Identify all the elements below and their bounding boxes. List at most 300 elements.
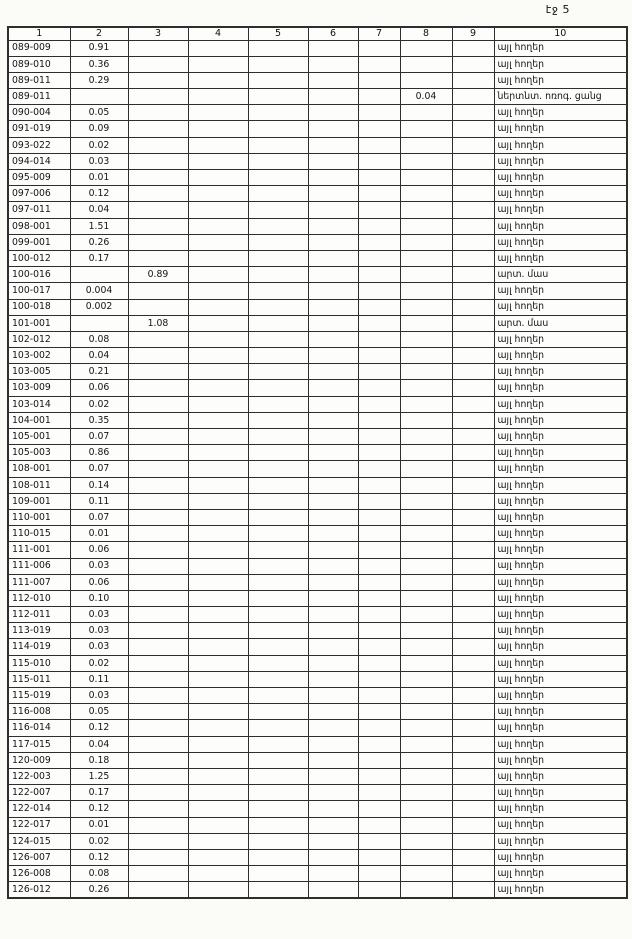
table-cell: [188, 234, 248, 250]
table-cell: [248, 72, 308, 88]
table-cell: [188, 655, 248, 671]
table-cell: [248, 866, 308, 882]
table-cell: [400, 299, 452, 315]
table-row: [8, 445, 627, 461]
table-cell: [308, 56, 358, 72]
table-cell: [452, 121, 494, 137]
table-cell: 0.12: [70, 720, 128, 736]
table-cell: [452, 817, 494, 833]
table-cell: [358, 655, 400, 671]
table-cell: [452, 170, 494, 186]
table-cell: [308, 218, 358, 234]
table-cell: [358, 704, 400, 720]
table-cell: [452, 461, 494, 477]
table-cell: [248, 574, 308, 590]
table-cell: [188, 105, 248, 121]
table-cell: 1.25: [70, 768, 128, 784]
table-cell: 0.01: [70, 170, 128, 186]
table-cell: [452, 202, 494, 218]
table-cell: [248, 785, 308, 801]
table-cell: [128, 380, 188, 396]
table-cell: [248, 461, 308, 477]
table-cell: [358, 882, 400, 898]
table-cell: 0.02: [70, 137, 128, 153]
table-cell: 090-004: [8, 105, 70, 121]
table-row: [8, 671, 627, 687]
table-cell: 0.004: [70, 283, 128, 299]
table-cell: [358, 186, 400, 202]
table-cell: 122-007: [8, 785, 70, 801]
table-cell: [188, 283, 248, 299]
table-cell: [128, 234, 188, 250]
column-header: 8: [400, 27, 452, 40]
table-cell: [452, 688, 494, 704]
table-cell: այլ հողեր: [494, 186, 627, 202]
table-row: [8, 56, 627, 72]
table-cell: 0.02: [70, 396, 128, 412]
table-cell: [128, 461, 188, 477]
table-cell: [308, 704, 358, 720]
table-cell: այլ հողեր: [494, 121, 627, 137]
table-cell: [400, 186, 452, 202]
table-cell: [308, 445, 358, 461]
table-cell: այլ հողեր: [494, 493, 627, 509]
table-cell: [188, 40, 248, 56]
table-cell: [308, 186, 358, 202]
table-row: [8, 89, 627, 105]
table-cell: 0.04: [70, 348, 128, 364]
table-cell: 0.18: [70, 752, 128, 768]
table-cell: [248, 121, 308, 137]
table-cell: 120-009: [8, 752, 70, 768]
table-cell: 0.02: [70, 655, 128, 671]
table-cell: [400, 752, 452, 768]
table-cell: [400, 509, 452, 525]
table-cell: 0.03: [70, 607, 128, 623]
table-cell: այլ հողեր: [494, 396, 627, 412]
table-cell: 0.07: [70, 509, 128, 525]
page-number: էջ 5: [545, 3, 570, 16]
table-cell: [308, 89, 358, 105]
table-cell: [308, 639, 358, 655]
table-cell: ներտնտ. ոռոգ. ցանց: [494, 89, 627, 105]
table-cell: [308, 590, 358, 606]
table-cell: [248, 153, 308, 169]
table-cell: [452, 639, 494, 655]
table-cell: 0.07: [70, 461, 128, 477]
table-cell: 105-003: [8, 445, 70, 461]
table-cell: [188, 688, 248, 704]
table-cell: [308, 801, 358, 817]
table-cell: [400, 720, 452, 736]
table-cell: այլ հողեր: [494, 364, 627, 380]
table-cell: 0.01: [70, 526, 128, 542]
table-cell: 0.05: [70, 704, 128, 720]
table-cell: [358, 364, 400, 380]
table-cell: [188, 720, 248, 736]
table-cell: [128, 542, 188, 558]
table-cell: [400, 688, 452, 704]
table-cell: այլ հողեր: [494, 752, 627, 768]
table-cell: [188, 170, 248, 186]
table-cell: [188, 785, 248, 801]
table-cell: [188, 623, 248, 639]
table-cell: [128, 671, 188, 687]
table-cell: [248, 396, 308, 412]
table-cell: [400, 412, 452, 428]
table-row: [8, 882, 627, 898]
table-cell: [188, 558, 248, 574]
table-cell: [128, 186, 188, 202]
table-cell: [452, 380, 494, 396]
table-cell: [452, 218, 494, 234]
table-row: [8, 833, 627, 849]
table-cell: [188, 348, 248, 364]
table-cell: այլ հողեր: [494, 234, 627, 250]
table-cell: [358, 639, 400, 655]
column-header: 7: [358, 27, 400, 40]
table-cell: [452, 348, 494, 364]
table-cell: [248, 331, 308, 347]
table-cell: [128, 558, 188, 574]
table-cell: [248, 89, 308, 105]
table-row: [8, 623, 627, 639]
table-cell: 097-011: [8, 202, 70, 218]
table-cell: [248, 218, 308, 234]
column-header: 4: [188, 27, 248, 40]
table-cell: [400, 331, 452, 347]
table-cell: այլ հողեր: [494, 429, 627, 445]
table-cell: [400, 655, 452, 671]
table-cell: [308, 461, 358, 477]
table-cell: [308, 283, 358, 299]
table-cell: [452, 752, 494, 768]
table-row: [8, 153, 627, 169]
table-cell: [452, 542, 494, 558]
table-cell: 105-001: [8, 429, 70, 445]
table-cell: [358, 542, 400, 558]
table-cell: 0.12: [70, 186, 128, 202]
column-header: 1: [8, 27, 70, 40]
table-cell: [452, 736, 494, 752]
table-cell: [358, 89, 400, 105]
table-cell: 110-001: [8, 509, 70, 525]
table-cell: այլ հողեր: [494, 542, 627, 558]
table-cell: [248, 768, 308, 784]
table-cell: [452, 40, 494, 56]
table-cell: 089-010: [8, 56, 70, 72]
table-cell: [188, 542, 248, 558]
table-cell: [452, 250, 494, 266]
table-cell: [128, 801, 188, 817]
table-cell: այլ հողեր: [494, 445, 627, 461]
table-cell: 0.86: [70, 445, 128, 461]
table-cell: 114-019: [8, 639, 70, 655]
table-cell: այլ հողեր: [494, 299, 627, 315]
table-cell: [308, 655, 358, 671]
table-cell: այլ հողեր: [494, 137, 627, 153]
table-cell: այլ հողեր: [494, 526, 627, 542]
table-cell: [188, 299, 248, 315]
table-cell: [308, 671, 358, 687]
table-cell: [452, 785, 494, 801]
table-cell: [188, 768, 248, 784]
table-row: [8, 137, 627, 153]
table-row: [8, 218, 627, 234]
table-cell: [308, 315, 358, 331]
table-cell: արտ. մաս: [494, 267, 627, 283]
table-row: [8, 574, 627, 590]
table-cell: [358, 380, 400, 396]
table-cell: [188, 137, 248, 153]
table-cell: 0.07: [70, 429, 128, 445]
table-cell: այլ հողեր: [494, 348, 627, 364]
table-cell: [308, 137, 358, 153]
table-cell: [400, 590, 452, 606]
table-cell: [400, 833, 452, 849]
table-cell: 0.29: [70, 72, 128, 88]
column-header: 3: [128, 27, 188, 40]
table-cell: [128, 704, 188, 720]
table-cell: [248, 817, 308, 833]
table-cell: [400, 542, 452, 558]
table-cell: 0.03: [70, 153, 128, 169]
table-cell: [452, 493, 494, 509]
table-cell: [358, 412, 400, 428]
table-cell: [308, 477, 358, 493]
table-cell: 0.03: [70, 623, 128, 639]
table-cell: [452, 283, 494, 299]
table-cell: 089-011: [8, 72, 70, 88]
table-row: [8, 752, 627, 768]
table-cell: 0.89: [128, 267, 188, 283]
table-cell: [248, 315, 308, 331]
table-cell: 0.11: [70, 671, 128, 687]
table-cell: [308, 720, 358, 736]
table-cell: [188, 833, 248, 849]
table-cell: [452, 607, 494, 623]
table-row: [8, 348, 627, 364]
table-cell: [188, 607, 248, 623]
table-cell: [188, 218, 248, 234]
table-cell: [248, 639, 308, 655]
table-cell: [358, 234, 400, 250]
table-cell: [308, 429, 358, 445]
table-cell: [400, 461, 452, 477]
table-cell: [358, 445, 400, 461]
table-cell: [128, 509, 188, 525]
column-header: 9: [452, 27, 494, 40]
table-cell: [248, 526, 308, 542]
table-cell: [400, 704, 452, 720]
table-cell: [188, 882, 248, 898]
table-cell: այլ հողեր: [494, 768, 627, 784]
table-cell: 103-002: [8, 348, 70, 364]
table-cell: 103-014: [8, 396, 70, 412]
table-cell: [248, 348, 308, 364]
table-row: [8, 558, 627, 574]
table-cell: [400, 153, 452, 169]
table-cell: [248, 40, 308, 56]
table-cell: [188, 493, 248, 509]
table-cell: [400, 267, 452, 283]
table-cell: [358, 607, 400, 623]
table-cell: [128, 493, 188, 509]
table-cell: [400, 477, 452, 493]
table-cell: այլ հողեր: [494, 558, 627, 574]
table-cell: այլ հողեր: [494, 40, 627, 56]
table-row: [8, 396, 627, 412]
table-cell: այլ հողեր: [494, 331, 627, 347]
table-row: [8, 526, 627, 542]
table-cell: [452, 704, 494, 720]
table-cell: [400, 801, 452, 817]
table-cell: [128, 720, 188, 736]
table-cell: [358, 283, 400, 299]
table-cell: 126-012: [8, 882, 70, 898]
table-cell: այլ հողեր: [494, 736, 627, 752]
table-cell: [308, 153, 358, 169]
table-cell: 110-015: [8, 526, 70, 542]
table-cell: այլ հողեր: [494, 105, 627, 121]
table-cell: [188, 412, 248, 428]
table-cell: [358, 801, 400, 817]
table-cell: 094-014: [8, 153, 70, 169]
table-cell: [452, 445, 494, 461]
table-cell: [128, 40, 188, 56]
table-row: [8, 477, 627, 493]
table-row: [8, 283, 627, 299]
table-cell: [128, 849, 188, 865]
table-cell: [308, 752, 358, 768]
table-cell: [188, 526, 248, 542]
table-cell: [128, 283, 188, 299]
table-cell: [308, 299, 358, 315]
table-cell: [358, 153, 400, 169]
table-cell: [308, 509, 358, 525]
table-cell: [400, 493, 452, 509]
table-cell: 0.91: [70, 40, 128, 56]
table-cell: [308, 542, 358, 558]
table-cell: [308, 170, 358, 186]
table-cell: 093-022: [8, 137, 70, 153]
table-cell: [400, 768, 452, 784]
table-row: [8, 364, 627, 380]
table-cell: 1.51: [70, 218, 128, 234]
table-cell: 0.26: [70, 882, 128, 898]
table-cell: [308, 574, 358, 590]
table-cell: [358, 752, 400, 768]
table-cell: [128, 590, 188, 606]
table-cell: [188, 461, 248, 477]
table-cell: 0.03: [70, 558, 128, 574]
table-row: [8, 720, 627, 736]
table-body: [8, 40, 627, 898]
table-cell: [248, 704, 308, 720]
table-cell: [248, 509, 308, 525]
table-cell: [248, 412, 308, 428]
table-row: [8, 785, 627, 801]
table-cell: [308, 768, 358, 784]
table-cell: [248, 364, 308, 380]
table-cell: 115-010: [8, 655, 70, 671]
table-cell: [128, 396, 188, 412]
table-cell: 0.26: [70, 234, 128, 250]
table-cell: [452, 477, 494, 493]
table-cell: 0.04: [400, 89, 452, 105]
table-row: [8, 688, 627, 704]
table-cell: [128, 752, 188, 768]
table-cell: [358, 785, 400, 801]
table-cell: [70, 315, 128, 331]
table-cell: [452, 882, 494, 898]
table-cell: [452, 866, 494, 882]
table-cell: [400, 121, 452, 137]
table-row: [8, 250, 627, 266]
table-cell: [452, 299, 494, 315]
table-cell: [452, 56, 494, 72]
table-cell: [400, 56, 452, 72]
table-row: [8, 186, 627, 202]
table-cell: [248, 833, 308, 849]
table-cell: [400, 137, 452, 153]
table-cell: այլ հողեր: [494, 218, 627, 234]
table-cell: [188, 267, 248, 283]
table-cell: [358, 768, 400, 784]
table-row: [8, 704, 627, 720]
table-cell: 112-011: [8, 607, 70, 623]
table-cell: [128, 574, 188, 590]
table-cell: 0.05: [70, 105, 128, 121]
table-cell: [452, 720, 494, 736]
table-cell: այլ հողեր: [494, 801, 627, 817]
table-cell: 126-007: [8, 849, 70, 865]
table-cell: [358, 56, 400, 72]
table-cell: [128, 477, 188, 493]
table-cell: [128, 655, 188, 671]
table-cell: [358, 72, 400, 88]
table-cell: [188, 56, 248, 72]
table-cell: այլ հողեր: [494, 866, 627, 882]
table-cell: 0.09: [70, 121, 128, 137]
table-cell: արտ. մաս: [494, 315, 627, 331]
table-cell: [128, 736, 188, 752]
table-row: [8, 639, 627, 655]
table-cell: 099-001: [8, 234, 70, 250]
table-cell: [308, 526, 358, 542]
table-cell: այլ հողեր: [494, 704, 627, 720]
table-cell: [452, 137, 494, 153]
table-cell: [358, 509, 400, 525]
table-cell: [308, 558, 358, 574]
table-cell: [358, 558, 400, 574]
table-cell: [308, 348, 358, 364]
table-cell: [358, 817, 400, 833]
table-cell: այլ հողեր: [494, 849, 627, 865]
table-cell: 0.002: [70, 299, 128, 315]
table-cell: 0.06: [70, 574, 128, 590]
table-cell: [128, 882, 188, 898]
table-cell: [400, 671, 452, 687]
table-cell: [128, 833, 188, 849]
table-cell: [452, 801, 494, 817]
table-cell: [358, 866, 400, 882]
table-cell: [128, 785, 188, 801]
table-cell: 100-012: [8, 250, 70, 266]
table-cell: [188, 574, 248, 590]
table-cell: [452, 833, 494, 849]
table-cell: [400, 315, 452, 331]
